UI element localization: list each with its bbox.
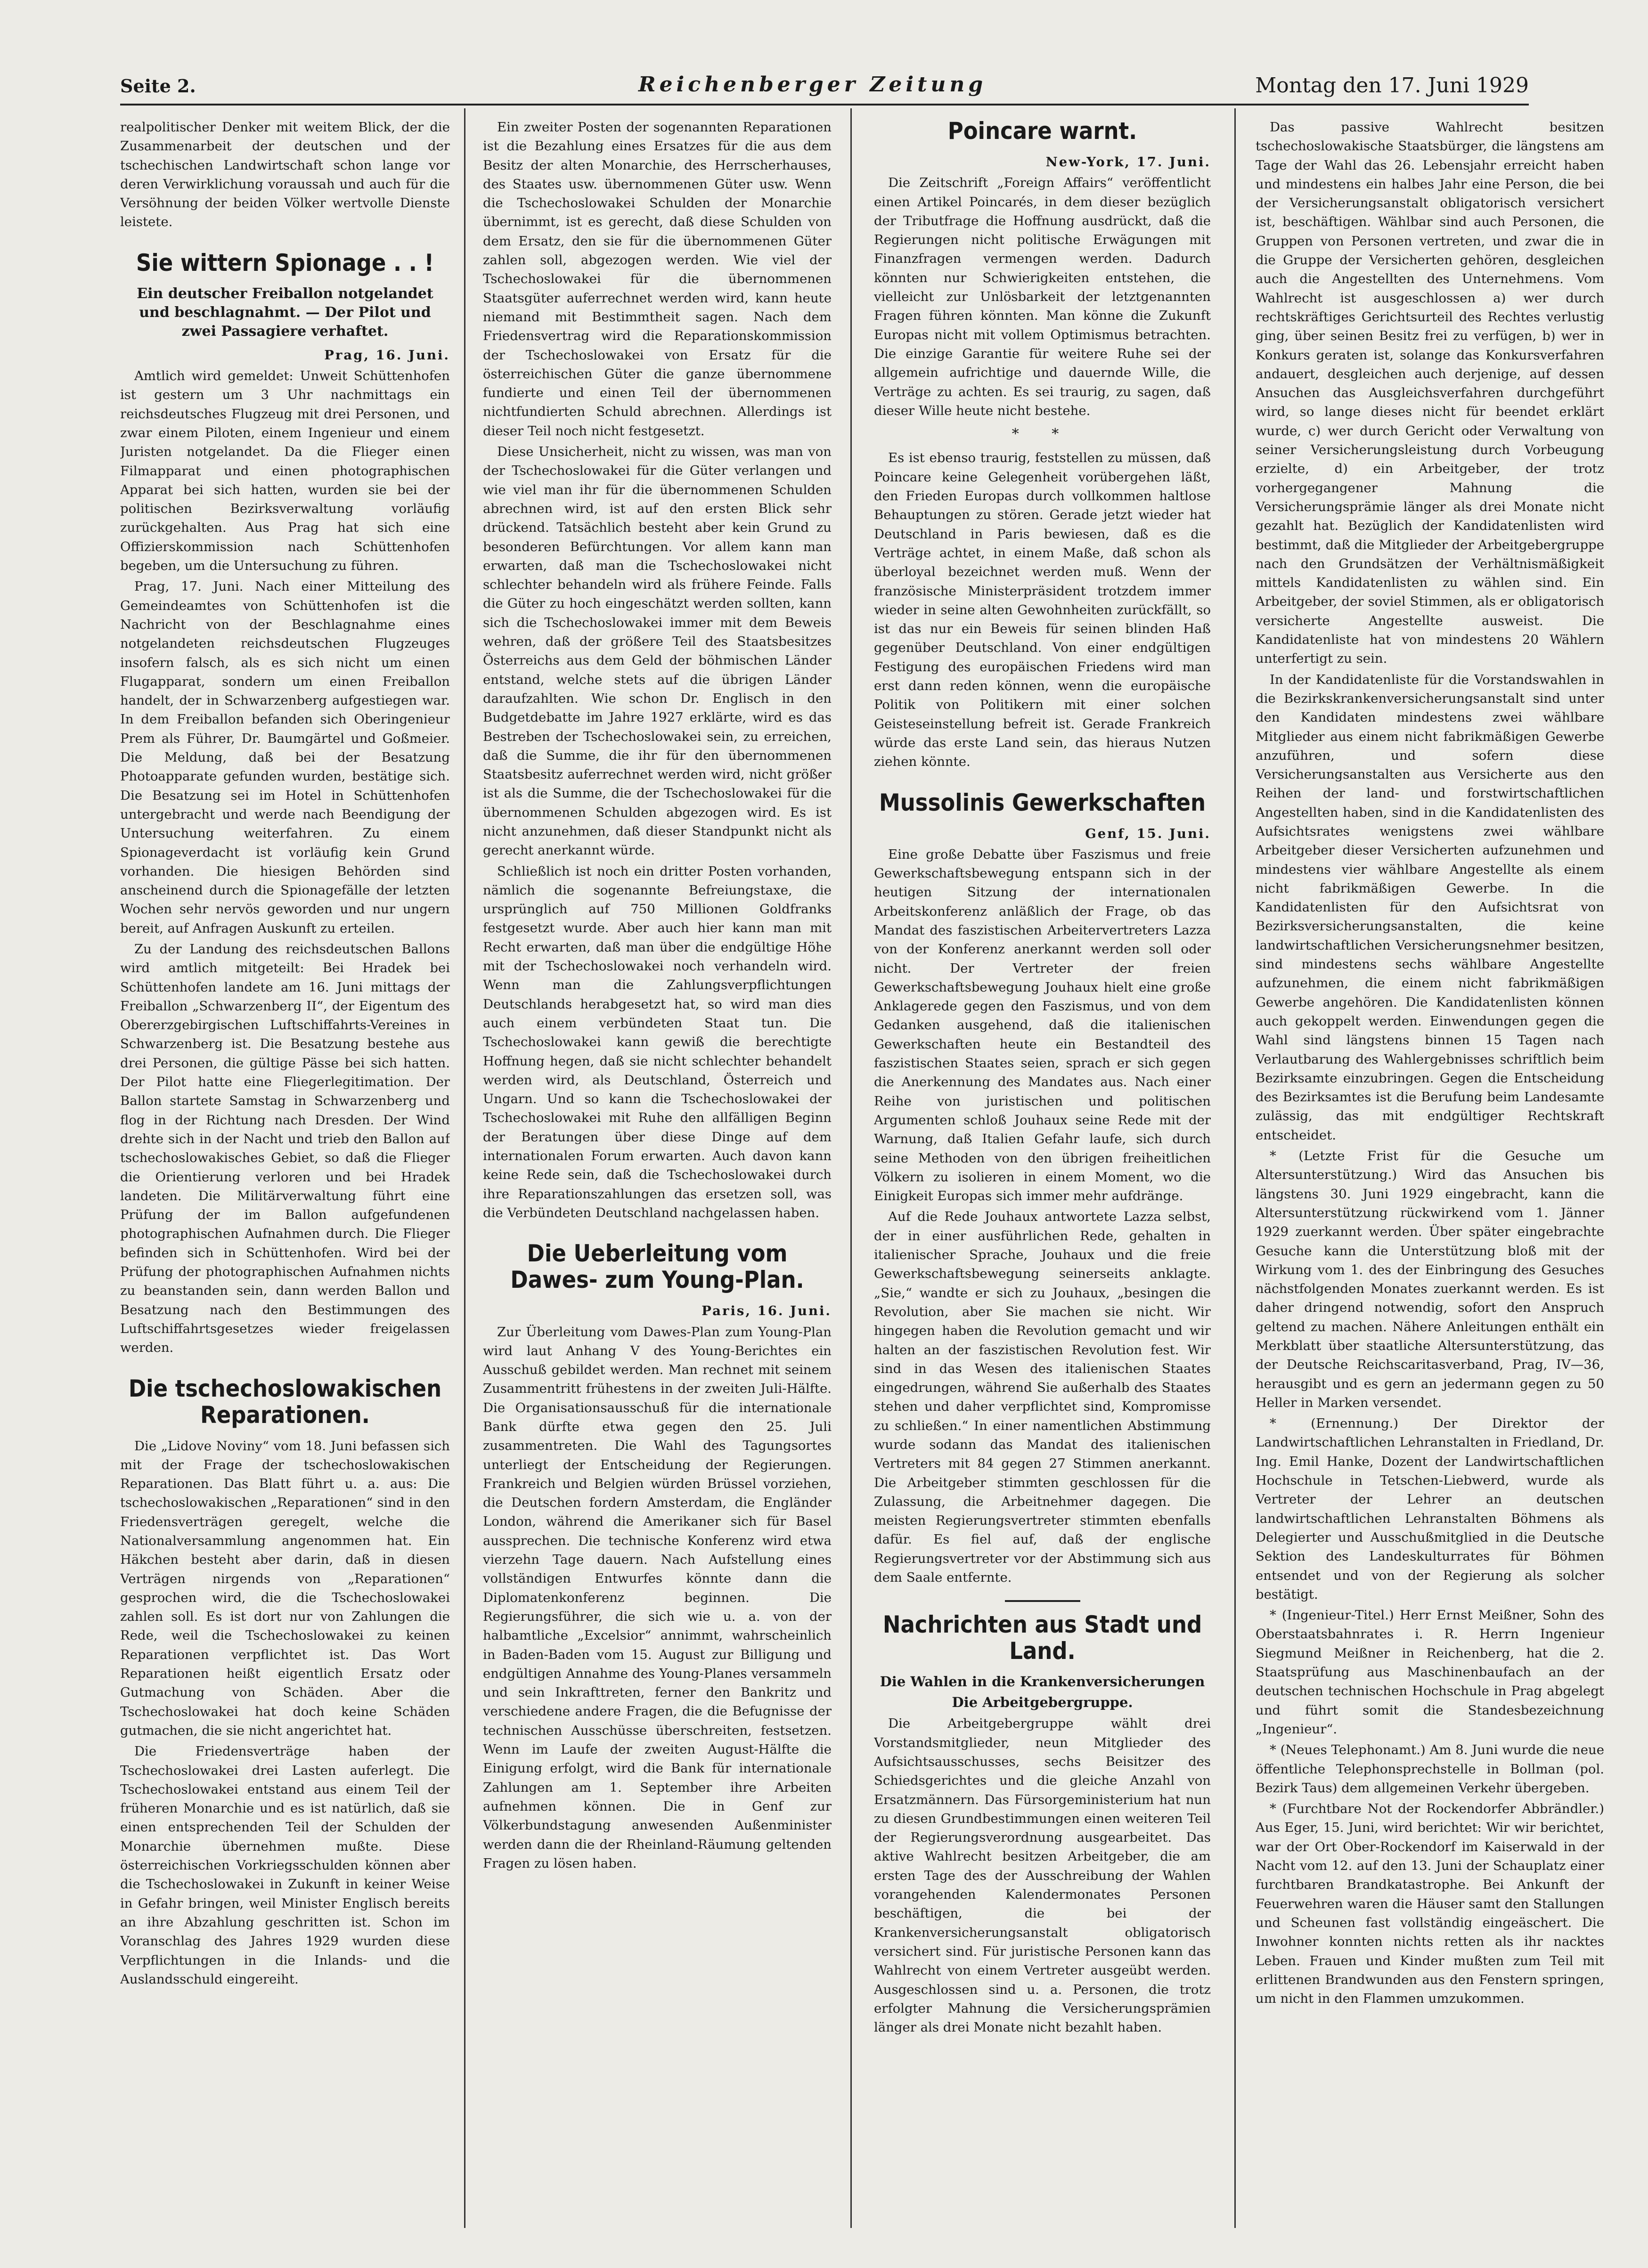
article-paragraph: Zu der Landung des reichsdeutschen Ballons wird amtlich mitgeteilt: Bei Hradek bei Schüttenhofen landete am 16. Juni mittags der Freiballon „Schwarzenberg II“, der Eigentum des Obererzgebirgischen Luftschiffahrts-Vereines in Schwarzenberg ist. Die Besatzung bestehe aus drei Personen, die gültige Pässe bei sich hatten. Der Pilot hatte eine Fliegerlegitimation. Der Ballon startete Samstag in Schwarzenberg und flog in der Richtung nach Dresden. Der Wind drehte sich in der Nacht und trieb den Ballon auf tschechoslowakisches Gebiet, so daß die Flieger die Orientierung verloren und bei Hradek landeten. Die Militärverwaltung führt eine Prüfung der im Ballon aufgefundenen photographischen Aufnahmen durch. Die Flieger befinden sich in Schüttenhofen. Wird bei der Prüfung der photographischen Aufnahmen nichts zu beanstanden sein, dann werden Ballon und Besatzung nach den Bestimmungen des Luftschiffahrtsgesetzes wieder freigelassen werden.	[120, 941, 450, 1356]
column-2	[483, 118, 832, 2228]
page-header	[120, 71, 1529, 106]
column-rule	[1234, 108, 1236, 2228]
article-paragraph: Zur Überleitung vom Dawes-Plan zum Young-Plan wird laut Anhang V des Young-Berichtes ein Ausschuß gebildet werden. Man rechnet mit seinem Zusammentritt frühestens in der zweiten Juli-Hälfte. Die Organisationsausschuß für die internationale Bank dürfte etwa gegen den 25. Juli zusammentreten. Die Wahl des Tagungsortes unterliegt der Entscheidung der Regierungen. Frankreich und Belgien würden Brüssel vorziehen, die Deutschen fordern Amsterdam, die Engländer London, während die Amerikaner sich für Basel aussprechen. Die technische Konferenz wird etwa vierzehn Tage dauern. Nach Aufstellung eines vollständigen Entwurfes könnte dann die Diplomatenkonferenz beginnen. Die Regierungsführer, die sich wie u. a. von der halbamtliche „Excelsior“ annimmt, wahrscheinlich in Baden-Baden vom 15. August zur Billigung und endgültigen Annahme des Young-Planes versammeln und sein Inkrafttreten, ferner den Bankritz und verschiedene andere Fragen, die die Befugnisse der technischen Ausschüsse überschreiten, festsetzen. Wenn im Laufe der zweiten August-Hälfte die Einigung erfolgt, wird die Bank für internationale Zahlungen am 1. September ihre Arbeiten aufnehmen können. Die in Genf zur Völkerbundstagung anwesenden Außenminister werden dann die der Rheinland-Räumung geltenden Fragen zu lösen haben.	[483, 1324, 832, 1871]
news-item: * (Ernennung.) Der Direktor der Landwirtschaftlichen Lehranstalten in Friedland, Dr. Ing. Emil Hanke, Dozent der Landwirtschaftlichen Hochschule in Tetschen-Liebwerd, wurde als Vertreter der Lehrer an deutschen landwirtschaftlichen Lehranstalten Böhmens als Delegierter und Ausschußmitglied in die Deutsche Sektion des Landeskulturrates für Böhmen entsendet und von der Regierung als solcher bestätigt.	[1256, 1416, 1604, 1602]
dateline: Genf, 15. Juni.	[1085, 826, 1211, 841]
column-3	[874, 118, 1211, 2228]
article-paragraph: Auf die Rede Jouhaux antwortete Lazza selbst, der in einer ausführlichen Rede, gehalten in italienischer Sprache, Jouhaux und die freie Gewerkschaftsbewegung seinerseits anklagte. „Sie,“ wandte er sich zu Jouhaux, „besingen die Revolution, aber Sie machen sie nicht. Wir hingegen haben die Revolution gemacht und wir halten an der faszistischen Revolution fest. Wir sind in das Wesen des italienischen Staates eingedrungen, während Sie außerhalb des Staates stehen und daher verpflichtet sind, Kompromisse zu schließen.“ In einer namentlichen Abstimmung wurde sodann das Mandat des italienischen Vertreters mit 84 gegen 27 Stimmen anerkannt. Die Arbeitgeber stimmten geschlossen für die Zulassung, die Arbeitnehmer dagegen. Die meisten Regierungsvertreter stimmten ebenfalls dafür. Es fiel auf, daß der englische Regierungsvertreter vor der Abstimmung sich aus dem Saale entfernte.	[874, 1209, 1211, 1585]
dateline: Paris, 16. Juni.	[702, 1303, 832, 1319]
article-paragraph: Diese Unsicherheit, nicht zu wissen, was man von der Tschechoslowakei für die Güter verlangen und wie viel man ihr für die übernommenen Schulden abrechnen wird, ist auf den ersten Blick sehr drückend. Tatsächlich besteht aber kein Grund zu besonderen Befürchtungen. Vor allem kann man erwarten, daß man die Tschechoslowakei nicht schlechter behandeln wird als frühere Feinde. Falls die Güter zu hoch eingeschätzt werden sollten, kann sich die Tschechoslowakei immer mit dem Beweis wehren, daß der größere Teil des Staatsbesitzes Österreichs aus dem Geld der böhmischen Länder entstand, welche stets auf die übrigen Länder daraufzahlten. Wie schon Dr. Englisch in den Budgetdebatte im Jahre 1927 erklärte, wird es das Bestreben der Tschechoslowakei sein, zu erreichen, daß die Summe, die ihr für den übernommenen Staatsbesitz auferrechnet werden wird, nicht größer ist als die Summe, die der Tschechoslowakei für die übernommenen Schulden abgezogen wird. Es ist nicht anzunehmen, daß dieser Standpunkt nicht als gerecht anerkannt würde.	[483, 444, 832, 858]
column-1	[120, 118, 450, 2228]
article-paragraph: Die Friedensverträge haben der Tschechoslowakei drei Lasten auferlegt. Die Tschechoslowakei entstand aus einem Teil der früheren Monarchie und es ist natürlich, daß sie einen entsprechenden Teil der Schulden der Monarchie übernehmen mußte. Diese österreichischen Vorkriegsschulden können aber die Tschechoslowakei in Zukunft in keiner Weise in Gefahr bringen, weil Minister Englisch bereits an ihre Abzahlung geschritten ist. Schon im Voranschlag des Jahres 1929 wurden diese Verpflichtungen in die Inlands- und die Auslandsschuld eingereiht.	[120, 1744, 450, 1987]
article-paragraph: realpolitischer Denker mit weitem Blick, der die Zusammenarbeit der deutschen und der tschechischen Landwirtschaft schon lange vor deren Verwirklichung voraussah und auch für die Versöhnung der beiden Völker wertvolle Dienste leistete.	[120, 120, 450, 230]
headline-dawes-young: Die Ueberleitung vom Dawes- zum Young-Plan.	[510, 1240, 804, 1294]
subheadline-arbeitgeber: Die Arbeitgebergruppe.	[952, 1694, 1133, 1711]
dateline: Prag, 16. Juni.	[324, 347, 450, 363]
news-item: * (Ingenieur-Titel.) Herr Ernst Meißner, Sohn des Oberstaatsbahnrates i. R. Herrn Ingenieur Siegmund Meißner in Reichenberg, hat die 2. Staatsprüfung aus Maschinenbaufach an der deutschen technischen Hochschule in Prag abgelegt und führt somit die Standesbezeichnung „Ingenieur“.	[1256, 1608, 1604, 1737]
article-paragraph: Eine große Debatte über Faszismus und freie Gewerkschaftsbewegung entspann sich in der heutigen Sitzung der internationalen Arbeitskonferenz anläßlich der Frage, ob das Mandat des faszistischen Arbeitervertreters Lazza von der Konferenz anerkannt werden soll oder nicht. Der Vertreter der freien Gewerkschaftsbewegung Jouhaux hielt eine große Anklagerede gegen den Faszismus, und von dem Gedanken ausgehend, daß die italienischen Gewerkschaften heute ein Bestandteil des faszistischen Staates seien, sprach er sich gegen die Anerkennung des Mandates aus. Nach einer Reihe von juristischen und politischen Argumenten schloß Jouhaux seine Rede mit der Warnung, daß Italien Gefahr laufe, sich durch seine Methoden von den übrigen freiheitlichen Völkern zu isolieren in einem Moment, wo die Einigkeit Europas sich immer mehr aufdränge.	[874, 846, 1211, 1204]
article-paragraph: Das passive Wahlrecht besitzen tschechoslowakische Staatsbürger, die längstens am Tage der Wahl das 26. Lebensjahr erreicht haben und mindestens ein halbes Jahr eine Person, die bei der Versicherungsanstalt obligatorisch versichert ist, beschäftigen. Wählbar sind auch Personen, die Gruppen von Personen vertreten, und zwar die in die Gruppe der Versicherten gehören, desgleichen auch die Angestellten des Unternehmens. Vom Wahlrecht ist ausgeschlossen a) wer durch rechtskräftiges Gerichtsurteil des Rechtes verlustig ging, über seinen Besitz frei zu verfügen, b) wer in Konkurs geraten ist, solange das Konkursverfahren andauert, desgleichen auch derjenige, auf dessen Ansuchen das Ausgleichsverfahren durchgeführt wird, so lange dieses nicht für beendet erklärt wurde, c) wer durch Gericht oder Verwaltung von seiner Versicherungsleistung durch Vorbeugung erzielte, d) ein Arbeitgeber, der trotz vorhergegangener Mahnung die Versicherungsprämie länger als drei Monate nicht gezahlt hat. Bezüglich der Kandidatenlisten wird bestimmt, daß die Mitglieder der Arbeitgebergruppe nach den Grundsätzen der Verhältnismäßigkeit mittels Kandidatenlisten zu wählen sind. Ein Arbeitgeber, der soviel Stimmen, als er obligatorisch versicherte Angestellte ausweist. Die Kandidatenliste hat von mindestens 20 Wählern unterfertigt zu sein.	[1256, 120, 1604, 667]
headline-spionage: Sie wittern Spionage . . !	[136, 249, 434, 276]
article-paragraph: Amtlich wird gemeldet: Unweit Schüttenhofen ist gestern um 3 Uhr nachmittags ein reichsdeutsches Flugzeug mit drei Personen, und zwar einem Piloten, einem Ingenieur und einem Juristen notgelandet. Da die Flieger einen Filmapparat und einen photographischen Apparat bei sich hatten, wurden sie bei der politischen Bezirksverwaltung vorläufig zurückgehalten. Aus Prag hat sich eine Offizierskommission nach Schüttenhofen begeben, um die Untersuchung zu führen.	[120, 368, 450, 574]
newspaper-title: Reichenberger Zeitung	[638, 73, 987, 97]
headline-poincare: Poincare warnt.	[947, 118, 1137, 145]
issue-date: Montag den 17. Juni 1929	[1255, 73, 1529, 98]
article-paragraph: Ein zweiter Posten der sogenannten Reparationen ist die Bezahlung eines Ersatzes für die aus dem Besitz der alten Monarchie, des Herrscherhauses, des Staates usw. übernommenen Güter usw. Wenn die Tschechoslowakei Schulden der Monarchie übernimmt, ist es gerecht, daß diese Schulden von dem Ersatz, den sie für die übernommenen Güter zahlen soll, abgezogen werden. Wie viel der Tschechoslowakei für die übernommenen Staatsgüter auferrechnet werden wird, kann heute niemand mit Bestimmtheit sagen. Nach dem Friedensvertrag wird die Reparationskommission der Tschechoslowakei von Ersatz für die österreichischen Güter die ganze übernommene fundierte und einen Teil der übernommenen nichtfundierten Schuld abrechnen. Allerdings ist dieser Teil noch nicht festgesetzt.	[483, 120, 832, 439]
section-divider	[1005, 1600, 1080, 1602]
headline-mussolini: Mussolinis Gewerkschaften	[879, 789, 1206, 816]
page-number: Seite 2.	[120, 75, 196, 97]
article-paragraph: In der Kandidatenliste für die Vorstandswahlen in die Bezirkskrankenversicherungsanstalt sind unter den Kandidaten mindestens zwei wählbare Mitglieder aus einem nicht fabrikmäßigen Gewerbe anzuführen, und sofern diese Versicherungsanstalten aus Versicherte aus den Reihen der land- und forstwirtschaftlichen Angestellten haben, sind in die Kandidatenlisten des Aufsichtsrates wenigstens zwei wählbare Arbeitgeber dieser Versicherten aufzunehmen und mindestens vier wählbare Angestellte als einem nicht fabrikmäßigen Gewerbe. In die Kandidatenlisten für den Aufsichtsrat von Bezirksversicherungsanstalten, die keine landwirtschaftlichen Versicherungsnehmer besitzen, sind mindestens sechs wählbare Angestellte aufzunehmen, die einem nicht fabrikmäßigen Gewerbe angehören. Die Kandidatenlisten können auch gekoppelt werden. Einwendungen gegen die Wahl sind längstens binnen 15 Tagen nach Verlautbarung des Wahlergebnisses schriftlich beim Bezirksamte einzubringen. Gegen die Entscheidung des Bezirksamtes ist die Berufung beim Landesamte zulässig, das mit endgültiger Rechtskraft entscheidet.	[1256, 672, 1604, 1143]
section-stars: * *	[1012, 426, 1073, 443]
article-paragraph: Die Arbeitgebergruppe wählt drei Vorstandsmitglieder, neun Mitglieder des Aufsichtsausschusses, sechs Beisitzer des Schiedsgerichtes und die gleiche Anzahl von Ersatzmännern. Das Fürsorgeministerium hat nun zu diesen Grundbestimmungen einen weiteren Teil der Regierungsverordnung ausgearbeitet. Das aktive Wahlrecht besitzen Arbeitgeber, die am ersten Tage des der Ausschreibung der Wahlen vorangehenden Kalendermonates Personen beschäftigen, die bei der Krankenversicherungsanstalt obligatorisch versichert sind. Für juristische Personen kann das Wahlrecht von einem Vertreter ausgeübt werden. Ausgeschlossen sind u. a. Personen, die trotz erfolgter Mahnung die Versicherungsprämien länger als drei Monate nicht bezahlt haben.	[874, 1716, 1211, 2035]
article-paragraph: Es ist ebenso traurig, feststellen zu müssen, daß Poincare keine Gelegenheit vorübergehen läßt, den Frieden Europas durch vollkommen haltlose Behauptungen zu stören. Gerade jetzt wieder hat Deutschland in Paris bewiesen, daß es die Verträge achtet, in einem Maße, daß schon als überloyal bezeichnet werden muß. Wenn der französische Ministerpräsident trotzdem immer wieder in seine alten Gewohnheiten zurückfällt, so ist das nur ein Beweis für seinen blinden Haß gegenüber Deutschland. Von einer endgültigen Festigung des europäischen Friedens wird man erst dann reden können, wenn die europäische Politik von Politikern mit einer solchen Geisteseinstellung befreit ist. Gerade Frankreich würde das erste Land sein, das hieraus Nutzen ziehen könnte.	[874, 450, 1211, 770]
news-item: * (Furchtbare Not der Rockendorfer Abbrändler.) Aus Eger, 15. Juni, wird berichtet: Wir wir berichtet, war der Ort Ober-Rockendorf im Kaiserwald in der Nacht vom 12. auf den 13. Juni der Schauplatz einer furchtbaren Brandkatastrophe. Bei Ankunft der Feuerwehren waren die Häuser samt den Stallungen und Scheunen fast vollständig eingeäschert. Die Inwohner konnten nichts retten als ihr nacktes Leben. Frauen und Kinder mußten zum Teil mit erlittenen Brandwunden aus den Fenstern springen, um nicht in den Flammen umzukommen.	[1256, 1801, 1604, 2007]
article-paragraph: Die „Lidove Noviny“ vom 18. Juni befassen sich mit der Frage der tschechoslowakischen Reparationen. Das Blatt führt u. a. aus: Die tschechoslowakischen „Reparationen“ sind in den Friedensverträgen geregelt, welche die Nationalversammlung angenommen hat. Ein Häkchen besteht aber darin, daß in diesen Verträgen nirgends von „Reparationen“ gesprochen wird, die die Tschechoslowakei zahlen soll. Es ist dort nur von Zahlungen die Rede, weil die Tschechoslowakei zu keinen Reparationen verpflichtet ist. Das Wort Reparationen heißt eigentlich Ersatz oder Gutmachung von Schäden. Aber die Tschechoslowakei hat doch keine Schäden gutmachen, die sie nicht angerichtet hat.	[120, 1438, 450, 1738]
headline-reparationen: Die tschechoslowakischen Reparationen.	[128, 1374, 442, 1429]
column-rule	[850, 108, 852, 2228]
column-rule	[464, 108, 465, 2228]
news-item: * (Neues Telephonamt.) Am 8. Juni wurde die neue öffentliche Telephonsprechstelle in Bollman (pol. Bezirk Taus) dem allgemeinen Verkehr übergeben.	[1256, 1742, 1604, 1796]
subheadline-spionage: Ein deutscher Freiballon notgelandet und beschlagnahmt. — Der Pilot und zwei Passagiere verhaftet.	[137, 285, 433, 340]
dateline: New-York, 17. Juni.	[1045, 154, 1211, 170]
column-4	[1256, 118, 1604, 2228]
article-paragraph: Schließlich ist noch ein dritter Posten vorhanden, nämlich die sogenannte Befreiungstaxe, die ursprünglich auf 750 Millionen Goldfranks festgesetzt wurde. Aber auch hier kann man mit Recht erwarten, daß man über die endgültige Höhe mit der Tschechoslowakei noch verhandeln wird. Wenn man die Zahlungsverpflichtungen Deutschlands herabgesetzt hat, so wird man dies auch einem verbündeten Staat tun. Die Tschechoslowakei kann gewiß die berechtigte Hoffnung hegen, daß sie nicht schlechter behandelt werden wird, als Deutschland, Österreich und Ungarn. Und so kann die Tschechoslowakei der Tschechoslowakei mit Ruhe den allfälligen Beginn der Beratungen über diese Dinge auf dem internationalen Forum erwarten. Auch davon kann keine Rede sein, daß die Tschechoslowakei durch ihre Reparationszahlungen das ersetzen soll, was die Verbündeten Deutschland nachgelassen haben.	[483, 863, 832, 1220]
subheadline-wahlen: Die Wahlen in die Krankenversicherungen	[880, 1674, 1205, 1690]
headline-nachrichten: Nachrichten aus Stadt und Land.	[882, 1611, 1202, 1665]
article-paragraph: Die Zeitschrift „Foreign Affairs“ veröffentlicht einen Artikel Poincarés, in dem dieser bezüglich der Tributfrage die Hoffnung ausdrückt, daß die Regierungen nicht politische Erwägungen mit Finanzfragen vermengen werden. Dadurch könnten nur Schwierigkeiten entstehen, die vielleicht zur Unlösbarkeit der letztgenannten Fragen führen könnten. Man könne die Zukunft Europas nicht mit vollem Optimismus betrachten. Die einzige Garantie für weitere Ruhe sei der allgemein aufrichtige und dauernde Wille, die Verträge zu achten. Es sei traurig, zu sagen, daß dieser Wille heute nicht bestehe.	[874, 175, 1211, 418]
news-item: * (Letzte Frist für die Gesuche um Altersunterstützung.) Wird das Ansuchen bis längstens 30. Juni 1929 eingebracht, kann die Altersunterstützung rückwirkend vom 1. Jänner 1929 zuerkannt werden. Über später eingebrachte Gesuche kann die Unterstützung bloß mit der Wirkung vom 1. des der Einbringung des Gesuches nächstfolgenden Monates zuerkannt werden. Es ist daher dringend notwendig, sofort den Anspruch geltend zu machen. Nähere Anleitungen enthält ein Merkblatt über staatliche Altersunterstützung, das der Deutsche Reichscaritasverband, Prag, IV—36, herausgibt und es gern an jedermann gegen zu 50 Heller in Marken versendet.	[1256, 1148, 1604, 1410]
article-paragraph: Prag, 17. Juni. Nach einer Mitteilung des Gemeindeamtes von Schüttenhofen ist die Nachricht von der Beschlagnahme eines notgelandeten reichsdeutschen Flugzeuges insofern falsch, als es sich nicht um einen Flugapparat, sondern um einen Freiballon handelt, der in Schwarzenberg aufgestiegen war. In dem Freiballon befanden sich Oberingenieur Prem als Führer, Dr. Baumgärtel und Goßmeier. Die Meldung, daß bei der Besatzung Photoapparate gefunden wurden, bestätige sich. Die Besatzung sei im Hotel in Schüttenhofen untergebracht und werde nach Beendigung der Untersuchung weiterfahren. Zu einem Spionageverdacht ist vorläufig kein Grund vorhanden. Die hiesigen Behörden sind anscheinend durch die Spionagefälle der letzten Wochen sehr nervös geworden und nur ungern bereit, auf Anfragen Auskunft zu erteilen.	[120, 579, 450, 936]
